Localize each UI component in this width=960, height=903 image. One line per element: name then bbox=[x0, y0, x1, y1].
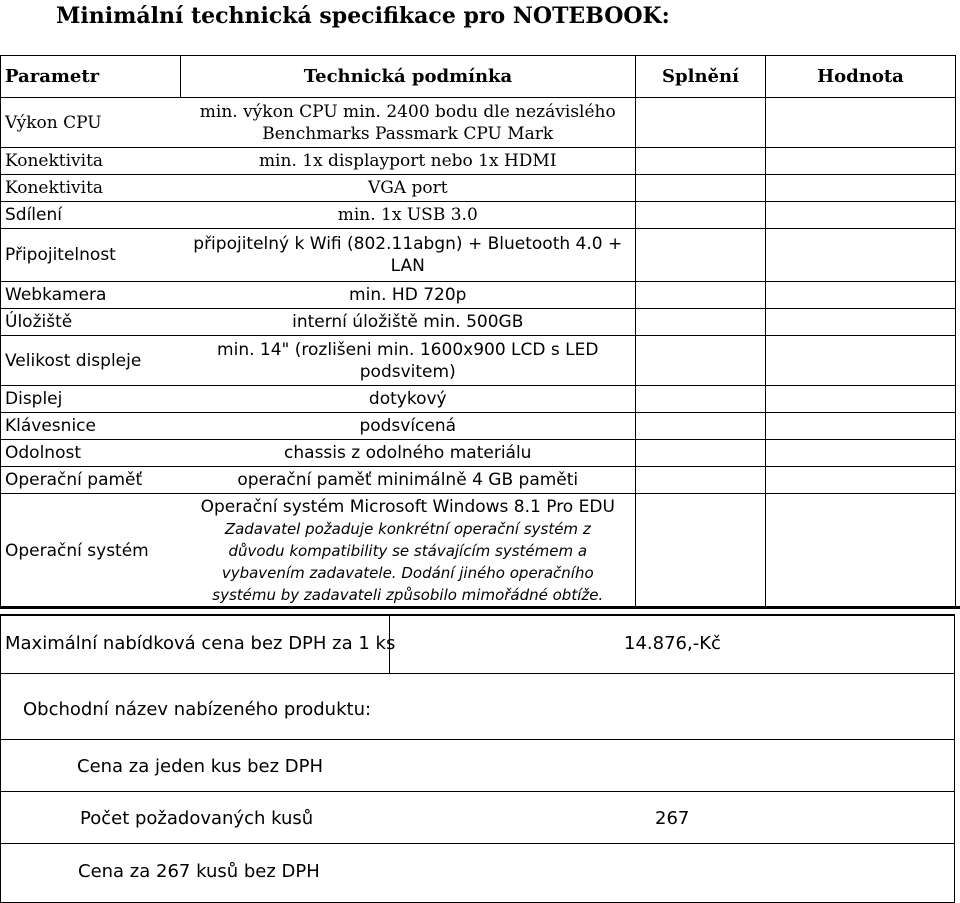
table-row bbox=[1, 386, 956, 413]
splneni-cell[interactable] bbox=[636, 202, 766, 229]
table-row bbox=[1, 467, 956, 494]
splneni-cell[interactable] bbox=[636, 229, 766, 282]
splneni-cell[interactable] bbox=[636, 386, 766, 413]
hodnota-cell[interactable] bbox=[766, 148, 956, 175]
splneni-cell[interactable] bbox=[636, 98, 766, 148]
param-cell: Výkon CPU bbox=[1, 98, 181, 148]
product-name-label: Obchodní název nabízeného produktu: bbox=[23, 699, 372, 720]
condition-cell: chassis z odolného materiálu bbox=[181, 440, 636, 467]
condition-cell: min. výkon CPU min. 2400 bodu dle nezávislého Benchmarks Passmark CPU Mark bbox=[181, 98, 636, 148]
divider bbox=[0, 739, 955, 740]
divider bbox=[0, 791, 955, 792]
splneni-cell[interactable] bbox=[636, 336, 766, 386]
param-cell: Sdílení bbox=[1, 202, 181, 229]
total-price-label: Cena za 267 kusů bez DPH bbox=[78, 861, 320, 882]
condition-cell: připojitelný k Wifi (802.11abgn) + Bluetooth 4.0 + LAN bbox=[181, 229, 636, 282]
divider bbox=[0, 606, 960, 609]
splneni-cell[interactable] bbox=[636, 413, 766, 440]
hodnota-cell[interactable] bbox=[766, 413, 956, 440]
header-parametr: Parametr bbox=[1, 56, 181, 98]
hodnota-cell[interactable] bbox=[766, 467, 956, 494]
table-row bbox=[1, 175, 956, 202]
table-header-row bbox=[1, 56, 956, 98]
param-cell: Konektivita bbox=[1, 175, 181, 202]
param-cell: Konektivita bbox=[1, 148, 181, 175]
condition-cell: podsvícená bbox=[181, 413, 636, 440]
condition-cell: min. 1x displayport nebo 1x HDMI bbox=[181, 148, 636, 175]
hodnota-cell[interactable] bbox=[766, 386, 956, 413]
header-technicka-podminka: Technická podmínka bbox=[181, 56, 636, 98]
page-title: Minimální technická specifikace pro NOTEBOOK: bbox=[56, 3, 670, 29]
condition-cell: operační paměť minimálně 4 GB paměti bbox=[181, 467, 636, 494]
os-note: Zadavatel požaduje konkrétní operační systém z důvodu kompatibility se stávajícím systémem a vybavením zadavatele. Dodání jiného operačního systému by zadavateli způsobilo mimořádné obtíže. bbox=[212, 520, 604, 604]
hodnota-cell[interactable] bbox=[766, 309, 956, 336]
splneni-cell[interactable] bbox=[636, 309, 766, 336]
condition-cell: min. 14" (rozlišeni min. 1600x900 LCD s LED podsvitem) bbox=[181, 336, 636, 386]
hodnota-cell[interactable] bbox=[766, 494, 956, 609]
condition-cell bbox=[181, 494, 636, 609]
max-price-label: Maximální nabídková cena bez DPH za 1 ks bbox=[5, 633, 396, 654]
spec-table bbox=[0, 55, 956, 609]
splneni-cell[interactable] bbox=[636, 282, 766, 309]
hodnota-cell[interactable] bbox=[766, 202, 956, 229]
param-cell: Odolnost bbox=[1, 440, 181, 467]
param-cell: Operační systém bbox=[1, 494, 181, 609]
hodnota-cell[interactable] bbox=[766, 175, 956, 202]
os-condition: Operační systém Microsoft Windows 8.1 Pro EDU bbox=[200, 497, 615, 517]
table-row bbox=[1, 336, 956, 386]
param-cell: Webkamera bbox=[1, 282, 181, 309]
price-section bbox=[0, 614, 955, 902]
condition-cell: min. 1x USB 3.0 bbox=[181, 202, 636, 229]
param-cell: Úložiště bbox=[1, 309, 181, 336]
param-cell: Operační paměť bbox=[1, 467, 181, 494]
splneni-cell[interactable] bbox=[636, 467, 766, 494]
hodnota-cell[interactable] bbox=[766, 336, 956, 386]
table-row bbox=[1, 229, 956, 282]
splneni-cell[interactable] bbox=[636, 148, 766, 175]
param-cell: Velikost displeje bbox=[1, 336, 181, 386]
table-row bbox=[1, 494, 956, 609]
header-hodnota: Hodnota bbox=[766, 56, 956, 98]
max-price-value: 14.876,-Kč bbox=[624, 633, 721, 654]
table-row bbox=[1, 202, 956, 229]
splneni-cell[interactable] bbox=[636, 175, 766, 202]
table-row bbox=[1, 309, 956, 336]
header-splneni: Splnění bbox=[636, 56, 766, 98]
hodnota-cell[interactable] bbox=[766, 98, 956, 148]
table-row bbox=[1, 440, 956, 467]
divider bbox=[0, 843, 955, 844]
table-row bbox=[1, 413, 956, 440]
hodnota-cell[interactable] bbox=[766, 282, 956, 309]
condition-cell: interní úložiště min. 500GB bbox=[181, 309, 636, 336]
hodnota-cell[interactable] bbox=[766, 440, 956, 467]
quantity-label: Počet požadovaných kusů bbox=[80, 808, 314, 829]
param-cell: Klávesnice bbox=[1, 413, 181, 440]
unit-price-label: Cena za jeden kus bez DPH bbox=[77, 756, 324, 777]
table-row bbox=[1, 148, 956, 175]
param-cell: Připojitelnost bbox=[1, 229, 181, 282]
condition-cell: VGA port bbox=[181, 175, 636, 202]
splneni-cell[interactable] bbox=[636, 440, 766, 467]
quantity-value: 267 bbox=[655, 808, 690, 829]
table-row bbox=[1, 282, 956, 309]
splneni-cell[interactable] bbox=[636, 494, 766, 609]
condition-cell: min. HD 720p bbox=[181, 282, 636, 309]
divider bbox=[0, 673, 955, 674]
condition-cell: dotykový bbox=[181, 386, 636, 413]
param-cell: Displej bbox=[1, 386, 181, 413]
hodnota-cell[interactable] bbox=[766, 229, 956, 282]
table-row bbox=[1, 98, 956, 148]
